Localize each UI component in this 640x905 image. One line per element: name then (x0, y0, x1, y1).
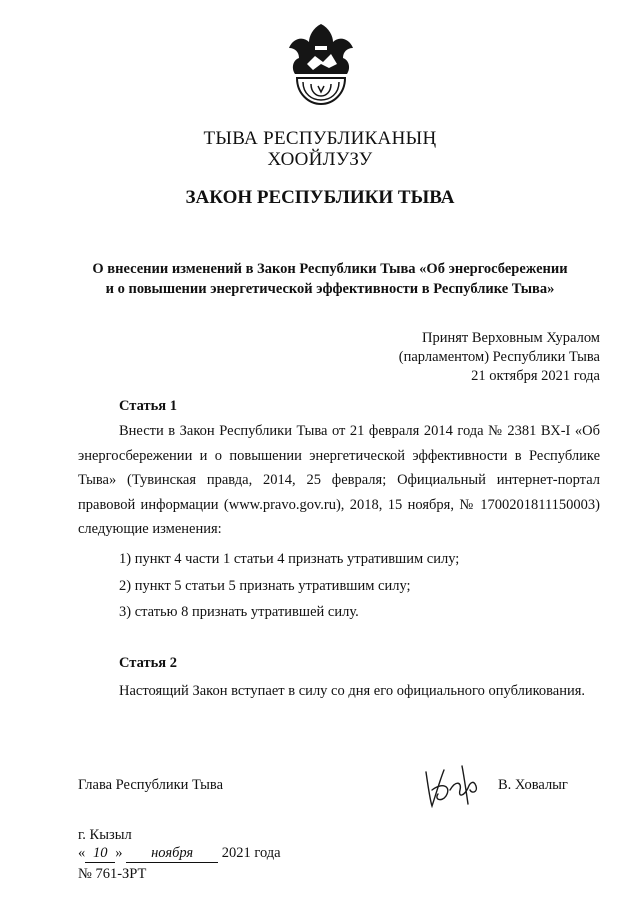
law-subject-line1: О внесении изменений в Закон Республики Тыва «Об энергосбережении (92, 261, 568, 277)
article1-heading: Статья 1 (119, 398, 177, 414)
law-title: ЗАКОН РЕСПУБЛИКИ ТЫВА (185, 187, 455, 208)
place-of-signing: г. Кызыл (78, 827, 132, 843)
article1-item-1: 1) пункт 4 части 1 статьи 4 признать утратившим силу; (119, 551, 460, 567)
signatory-name: В. Ховалыг (498, 777, 568, 793)
adoption-line2: (парламентом) Республики Тыва (398, 349, 600, 365)
article1-intro: Внести в Закон Республики Тыва от 21 февраля 2014 года № 2381 ВХ-I «Об энергосбережении и о повышении энергетической эффективности в Республике Тыва» (Тувинская правда, 2014, 25 февраля; Официальный интернет-портал правовой информации (www.pravo.gov.ru), 2018, 15 ноября, № 1700201811150003) следующие изменения: (78, 423, 600, 537)
adoption-line3: 21 октября 2021 года (471, 368, 600, 384)
adoption-note (399, 329, 600, 386)
date-day: 10 (85, 845, 115, 863)
coat-of-arms-icon (285, 18, 357, 108)
law-number: № 761-ЗРТ (78, 866, 147, 882)
signing-date (78, 845, 281, 863)
date-year: 2021 года (221, 845, 281, 861)
date-quote-open: « (78, 845, 86, 861)
signature-icon (418, 760, 488, 810)
law-subject (50, 259, 610, 299)
article1-item-2: 2) пункт 5 статьи 5 признать утратившим силу; (119, 578, 411, 594)
article2-text: Настоящий Закон вступает в силу со дня его официального опубликования. (119, 683, 586, 699)
adoption-line1: Принят Верховным Хуралом (422, 330, 600, 346)
date-month: ноября (126, 845, 218, 863)
date-quote-close: » (115, 845, 123, 861)
article2-heading: Статья 2 (119, 655, 177, 671)
law-subject-line2: и о повышении энергетической эффективности в Республике Тыва» (105, 281, 555, 297)
article1-item-3: 3) статью 8 признать утратившей силу. (119, 604, 359, 620)
republic-header-line2: ХООЙЛУЗУ (267, 149, 373, 170)
republic-header-line1: ТЫВА РЕСПУБЛИКАНЫҢ (203, 128, 437, 149)
signatory-position: Глава Республики Тыва (78, 777, 224, 793)
